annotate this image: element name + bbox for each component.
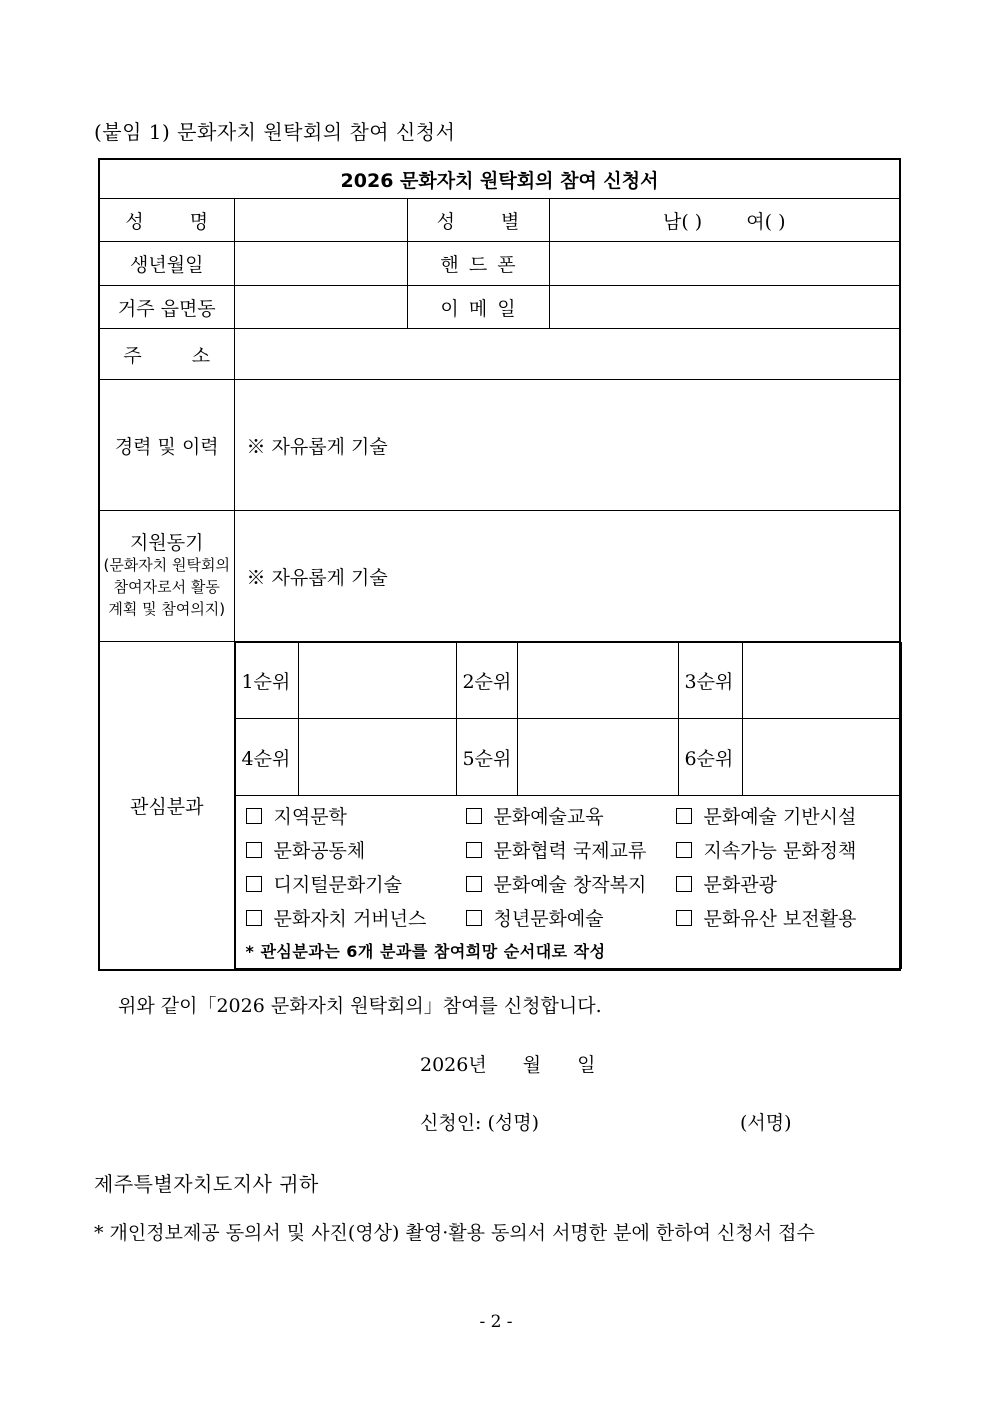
motive-label: [99, 511, 234, 642]
interest-options: [235, 796, 901, 969]
birth-label: 생년월일: [99, 242, 234, 286]
option-checkbox[interactable]: 문화협력 국제교류: [466, 836, 676, 863]
gender-field[interactable]: [549, 199, 900, 242]
motive-sub-line: 계획 및 참여의지): [108, 600, 226, 618]
rank-2-label: 2순위: [456, 643, 517, 719]
date-day: 일: [577, 1054, 596, 1076]
rank-3-field[interactable]: [742, 643, 901, 719]
checkbox-icon[interactable]: [246, 876, 262, 892]
statement: 위와 같이「2026 문화자치 원탁회의」참여를 신청합니다.: [118, 995, 602, 1017]
option-checkbox[interactable]: 문화예술 창작복지: [466, 870, 676, 897]
attachment-title: (붙임 1) 문화자치 원탁회의 참여 신청서: [94, 120, 456, 144]
checkbox-icon[interactable]: [246, 808, 262, 824]
form-title: 2026 문화자치 원탁회의 참여 신청서: [99, 159, 900, 199]
career-hint: ※ 자유롭게 기술: [246, 435, 388, 458]
date-year: 2026년: [420, 1054, 487, 1076]
option-checkbox[interactable]: 문화예술 기반시설: [676, 802, 876, 829]
footnote: * 개인정보제공 동의서 및 사진(영상) 촬영·활용 동의서 서명한 분에 한하여 신청서 접수: [94, 1222, 815, 1244]
address-field[interactable]: [234, 329, 900, 380]
phone-field[interactable]: [549, 242, 900, 286]
checkbox-icon[interactable]: [676, 910, 692, 926]
career-field[interactable]: [234, 380, 900, 511]
checkbox-icon[interactable]: [466, 910, 482, 926]
email-field[interactable]: [549, 286, 900, 329]
birth-field[interactable]: [234, 242, 407, 286]
rank-6-field[interactable]: [742, 719, 901, 796]
option-checkbox[interactable]: 지역문학: [246, 802, 466, 829]
rank-6-label: 6순위: [678, 719, 742, 796]
rank-table: [235, 642, 902, 969]
page-number: - 2 -: [479, 1312, 513, 1332]
application-form: [98, 158, 901, 971]
option-checkbox[interactable]: 문화예술교육: [466, 802, 676, 829]
rank-1-field[interactable]: [298, 643, 456, 719]
checkbox-icon[interactable]: [676, 842, 692, 858]
checkbox-icon[interactable]: [246, 842, 262, 858]
motive-title: 지원동기: [130, 532, 204, 554]
interest-label: 관심분과: [99, 642, 234, 971]
rank-5-field[interactable]: [517, 719, 678, 796]
checkbox-icon[interactable]: [246, 910, 262, 926]
motive-hint: ※ 자유롭게 기술: [246, 566, 388, 589]
interest-note: * 관심분과는 6개 분과를 참여희망 순서대로 작성: [245, 942, 606, 961]
option-checkbox[interactable]: 디지털문화기술: [246, 870, 466, 897]
checkbox-icon[interactable]: [676, 876, 692, 892]
address-label: 주 소: [99, 329, 234, 380]
residence-field[interactable]: [234, 286, 407, 329]
checkbox-icon[interactable]: [466, 842, 482, 858]
name-field[interactable]: [234, 199, 407, 242]
gender-female[interactable]: 여( ): [746, 210, 786, 233]
applicant-name: 신청인: (성명): [420, 1112, 540, 1134]
option-checkbox[interactable]: 문화관광: [676, 870, 876, 897]
option-checkbox[interactable]: 청년문화예술: [466, 904, 676, 931]
date-line: [420, 1050, 596, 1077]
interest-area: [234, 642, 900, 971]
gender-label: 성 별: [407, 199, 549, 242]
residence-label: 거주 읍면동: [99, 286, 234, 329]
career-label: 경력 및 이력: [99, 380, 234, 511]
rank-1-label: 1순위: [235, 643, 298, 719]
rank-5-label: 5순위: [456, 719, 517, 796]
recipient: 제주특별자치도지사 귀하: [94, 1172, 319, 1196]
option-checkbox[interactable]: 문화유산 보전활용: [676, 904, 876, 931]
checkbox-icon[interactable]: [466, 876, 482, 892]
option-checkbox[interactable]: 문화공동체: [246, 836, 466, 863]
email-label: 이 메 일: [407, 286, 549, 329]
gender-male[interactable]: 남( ): [663, 210, 703, 233]
motive-field[interactable]: [234, 511, 900, 642]
motive-sub-line: 참여자로서 활동: [113, 578, 220, 596]
checkbox-icon[interactable]: [676, 808, 692, 824]
option-checkbox[interactable]: 문화자치 거버넌스: [246, 904, 466, 931]
motive-sub-line: (문화자치 원탁회의: [103, 556, 231, 574]
date-month: 월: [522, 1054, 542, 1076]
checkbox-icon[interactable]: [466, 808, 482, 824]
option-checkbox[interactable]: 지속가능 문화정책: [676, 836, 876, 863]
rank-4-field[interactable]: [298, 719, 456, 796]
rank-4-label: 4순위: [235, 719, 298, 796]
phone-label: 핸 드 폰: [407, 242, 549, 286]
signature: (서명): [740, 1112, 792, 1134]
name-label: 성 명: [99, 199, 234, 242]
rank-2-field[interactable]: [517, 643, 678, 719]
rank-3-label: 3순위: [678, 643, 742, 719]
